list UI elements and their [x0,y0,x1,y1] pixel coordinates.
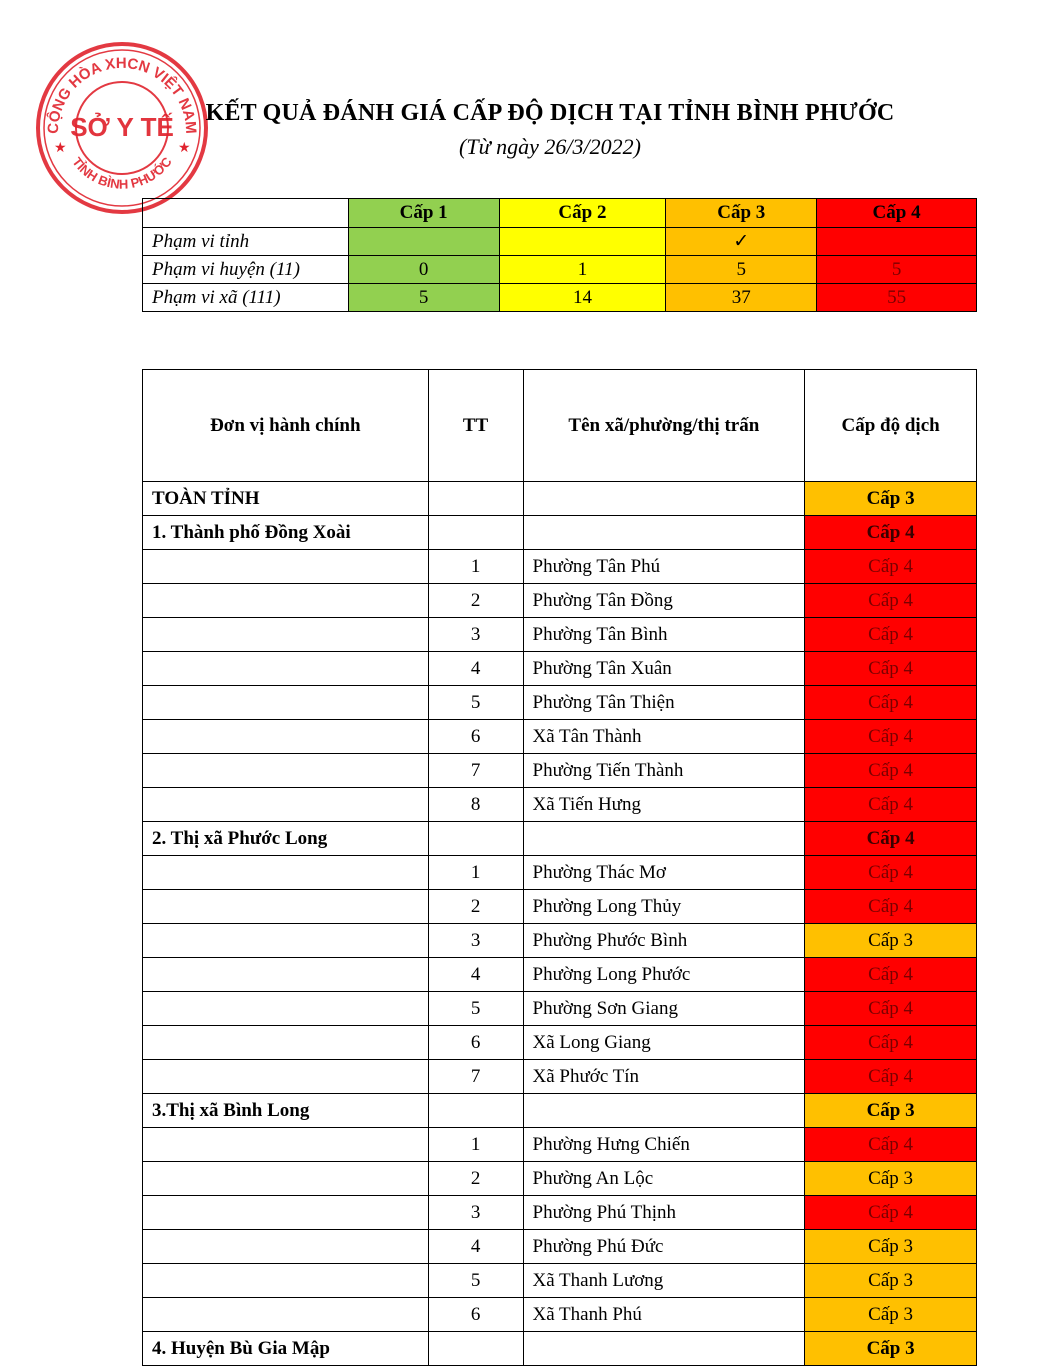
tt-cell: 6 [428,1298,523,1332]
unit-cell [143,890,429,924]
summary-value-cell: 0 [348,256,499,284]
unit-cell [143,652,429,686]
summary-row-label: Phạm vi huyện (11) [143,256,349,284]
tt-cell: 1 [428,1128,523,1162]
level-cell: Cấp 3 [805,924,977,958]
unit-cell: 3.Thị xã Bình Long [143,1094,429,1128]
summary-row [143,228,977,256]
table-row [143,856,977,890]
unit-cell [143,788,429,822]
table-row [143,652,977,686]
tt-cell [428,516,523,550]
level-cell: Cấp 4 [805,754,977,788]
summary-value-cell [499,228,666,256]
unit-row [143,516,977,550]
level-cell: Cấp 4 [805,890,977,924]
unit-cell [143,720,429,754]
table-row [143,958,977,992]
unit-cell [143,1162,429,1196]
tt-cell: 5 [428,686,523,720]
summary-value-cell: 5 [348,284,499,312]
tt-cell: 4 [428,1230,523,1264]
commune-name-cell: Phường Long Phước [523,958,805,992]
level-cell: Cấp 4 [805,788,977,822]
unit-cell: 1. Thành phố Đồng Xoài [143,516,429,550]
commune-name-cell: Phường Sơn Giang [523,992,805,1026]
detail-header-cell: Đơn vị hành chính [143,370,429,482]
level-cell: Cấp 4 [805,822,977,856]
table-row [143,720,977,754]
level-cell: Cấp 3 [805,1230,977,1264]
commune-name-cell [523,1332,805,1366]
table-row [143,686,977,720]
table-row [143,1162,977,1196]
unit-cell [143,1196,429,1230]
unit-cell: 4. Huyện Bù Gia Mập [143,1332,429,1366]
tt-cell: 5 [428,1264,523,1298]
summary-header-row [143,199,977,228]
tt-cell [428,822,523,856]
unit-cell [143,1128,429,1162]
unit-cell [143,550,429,584]
summary-row-label: Phạm vi tỉnh [143,228,349,256]
unit-cell [143,856,429,890]
table-row [143,1026,977,1060]
level-cell: Cấp 4 [805,618,977,652]
commune-name-cell [523,822,805,856]
commune-name-cell: Phường Tân Đồng [523,584,805,618]
unit-cell [143,992,429,1026]
table-row [143,788,977,822]
table-row [143,1230,977,1264]
commune-name-cell: Phường Thác Mơ [523,856,805,890]
level-cell: Cấp 4 [805,652,977,686]
tt-cell: 5 [428,992,523,1026]
summary-value-cell: 5 [666,256,817,284]
level-cell: Cấp 4 [805,1060,977,1094]
table-row [143,1298,977,1332]
svg-text:SỞ Y TẾ: SỞ Y TẾ [70,112,174,142]
table-row [143,584,977,618]
svg-text:CỘNG HÒA XHCN VIỆT NAM: CỘNG HÒA XHCN VIỆT NAM [44,54,200,135]
commune-name-cell: Xã Tiến Hưng [523,788,805,822]
unit-cell [143,584,429,618]
summary-header-cell: Cấp 3 [666,199,817,228]
unit-cell [143,958,429,992]
summary-row [143,284,977,312]
unit-row [143,482,977,516]
tt-cell [428,1332,523,1366]
level-cell: Cấp 4 [805,992,977,1026]
unit-cell [143,924,429,958]
summary-value-cell: 37 [666,284,817,312]
level-cell: Cấp 3 [805,1162,977,1196]
tt-cell: 3 [428,1196,523,1230]
summary-value-cell [348,228,499,256]
tt-cell: 1 [428,856,523,890]
tt-cell: 2 [428,890,523,924]
unit-row [143,1332,977,1366]
summary-value-cell: 1 [499,256,666,284]
unit-cell: 2. Thị xã Phước Long [143,822,429,856]
summary-value-cell [817,228,977,256]
level-cell: Cấp 3 [805,1094,977,1128]
level-cell: Cấp 3 [805,1264,977,1298]
level-cell: Cấp 4 [805,720,977,754]
unit-cell [143,1026,429,1060]
table-row [143,1128,977,1162]
tt-cell: 6 [428,1026,523,1060]
tt-cell: 1 [428,550,523,584]
table-row [143,890,977,924]
commune-name-cell: Phường Hưng Chiến [523,1128,805,1162]
unit-cell: TOÀN TỈNH [143,482,429,516]
level-cell: Cấp 3 [805,1332,977,1366]
summary-value-cell: 14 [499,284,666,312]
level-cell: Cấp 4 [805,1196,977,1230]
tt-cell [428,1094,523,1128]
table-row [143,754,977,788]
svg-text:★: ★ [54,140,67,156]
commune-name-cell: Xã Long Giang [523,1026,805,1060]
commune-name-cell: Phường Tân Bình [523,618,805,652]
tt-cell [428,482,523,516]
level-cell: Cấp 3 [805,1298,977,1332]
summary-header-cell: Cấp 1 [348,199,499,228]
summary-value-cell: 55 [817,284,977,312]
unit-cell [143,618,429,652]
tt-cell: 6 [428,720,523,754]
detail-header-row [143,370,977,482]
table-row [143,1264,977,1298]
table-row [143,550,977,584]
tt-cell: 8 [428,788,523,822]
unit-cell [143,1298,429,1332]
commune-name-cell: Phường An Lộc [523,1162,805,1196]
table-row [143,1196,977,1230]
tt-cell: 7 [428,1060,523,1094]
unit-cell [143,1264,429,1298]
unit-cell [143,1230,429,1264]
detail-header-cell: TT [428,370,523,482]
tt-cell: 3 [428,924,523,958]
document-subtitle: (Từ ngày 26/3/2022) [459,134,641,159]
commune-name-cell [523,1094,805,1128]
tt-cell: 2 [428,584,523,618]
commune-name-cell: Phường Tiến Thành [523,754,805,788]
table-row [143,924,977,958]
unit-cell [143,1060,429,1094]
commune-name-cell: Xã Thanh Phú [523,1298,805,1332]
level-cell: Cấp 4 [805,958,977,992]
level-cell: Cấp 4 [805,686,977,720]
detail-table [142,369,977,1366]
commune-name-cell: Phường Long Thủy [523,890,805,924]
tt-cell: 3 [428,618,523,652]
level-cell: Cấp 3 [805,482,977,516]
level-cell: Cấp 4 [805,584,977,618]
commune-name-cell: Phường Tân Xuân [523,652,805,686]
svg-text:★: ★ [178,140,191,156]
summary-header-cell: Cấp 4 [817,199,977,228]
commune-name-cell: Phường Tân Phú [523,550,805,584]
document-title: KẾT QUẢ ĐÁNH GIÁ CẤP ĐỘ DỊCH TẠI TỈNH BÌNH PHƯỚC [205,100,895,126]
unit-row [143,1094,977,1128]
summary-header-cell: Cấp 2 [499,199,666,228]
commune-name-cell: Phường Phú Đức [523,1230,805,1264]
svg-text:TỈNH BÌNH PHƯỚC: TỈNH BÌNH PHƯỚC [69,154,175,192]
table-row [143,1060,977,1094]
commune-name-cell: Xã Phước Tín [523,1060,805,1094]
commune-name-cell: Xã Thanh Lương [523,1264,805,1298]
summary-row-label: Phạm vi xã (111) [143,284,349,312]
official-seal-stamp [34,40,210,216]
table-row [143,618,977,652]
level-cell: Cấp 4 [805,856,977,890]
summary-value-cell: 5 [817,256,977,284]
checkmark-icon: ✓ [666,228,817,256]
commune-name-cell: Xã Tân Thành [523,720,805,754]
level-cell: Cấp 4 [805,1026,977,1060]
detail-header-cell: Tên xã/phường/thị trấn [523,370,805,482]
commune-name-cell: Phường Phước Bình [523,924,805,958]
commune-name-cell [523,516,805,550]
tt-cell: 4 [428,652,523,686]
unit-cell [143,754,429,788]
summary-header-blank [143,199,349,228]
summary-row [143,256,977,284]
summary-table [142,198,977,312]
commune-name-cell [523,482,805,516]
tt-cell: 2 [428,1162,523,1196]
unit-cell [143,686,429,720]
unit-row [143,822,977,856]
table-row [143,992,977,1026]
level-cell: Cấp 4 [805,550,977,584]
detail-header-cell: Cấp độ dịch [805,370,977,482]
commune-name-cell: Phường Phú Thịnh [523,1196,805,1230]
level-cell: Cấp 4 [805,1128,977,1162]
tt-cell: 7 [428,754,523,788]
commune-name-cell: Phường Tân Thiện [523,686,805,720]
level-cell: Cấp 4 [805,516,977,550]
tt-cell: 4 [428,958,523,992]
